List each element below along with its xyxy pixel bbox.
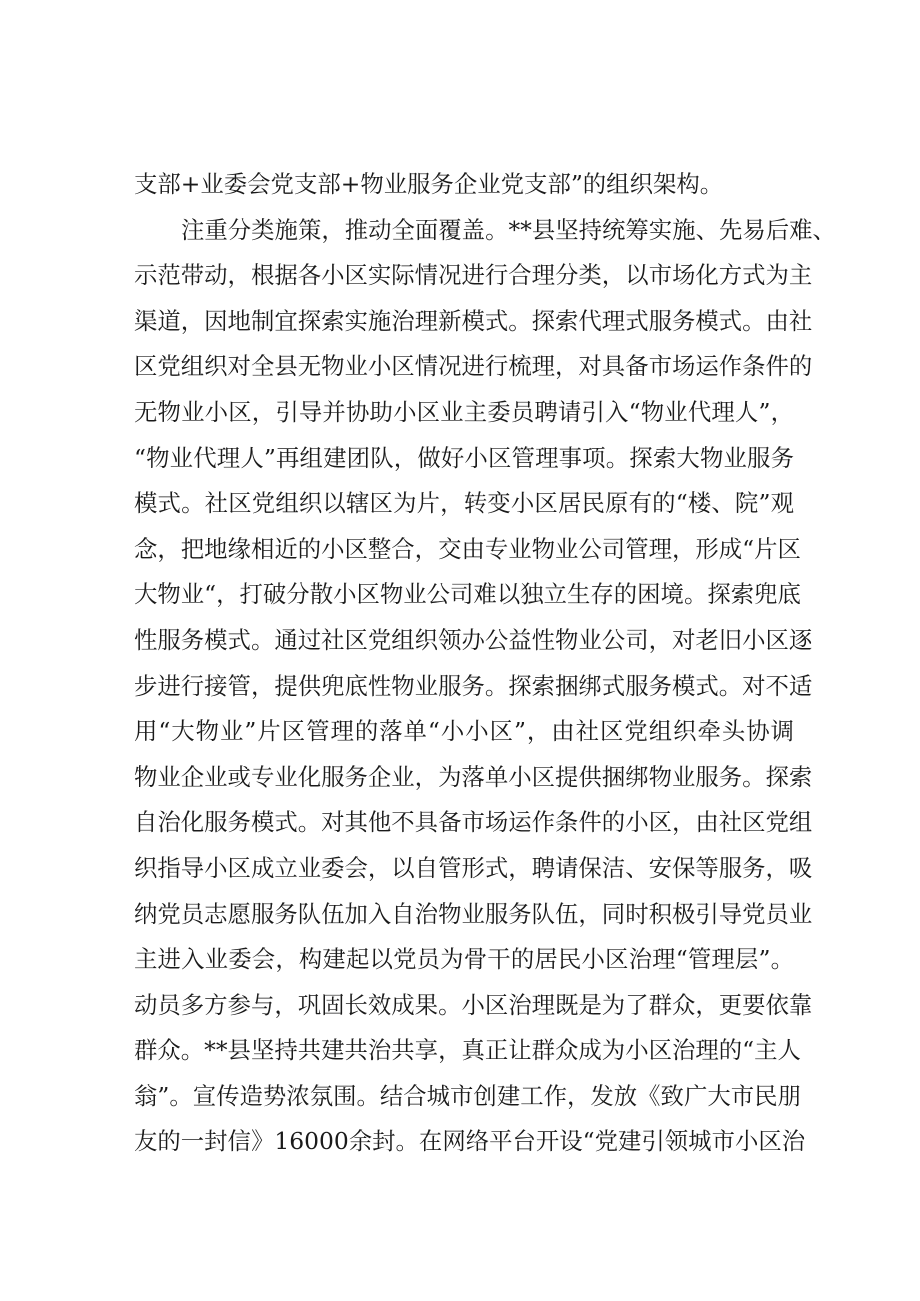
text-line: 主进入业委会，构建起以党员为骨干的居民小区治理“管理层”。 — [134, 945, 794, 974]
text-line: 群众。**县坚持共建共治共享，真正让群众成为小区治理的“主人 — [134, 1036, 801, 1065]
text-line: 自治化服务模式。对其他不具备市场运作条件的小区，由社区党组 — [134, 808, 813, 837]
text-line: 性服务模式。通过社区党组织领办公益性物业公司，对老旧小区逐 — [134, 625, 813, 654]
text-line: 支部+业委会党支部+物业服务企业党支部”的组织架构。 — [134, 170, 724, 198]
text-line: 渠道，因地制宜探索实施治理新模式。探索代理式服务模式。由社 — [134, 306, 813, 335]
text-line: 念，把地缘相近的小区整合，交由专业物业公司管理，形成“片区 — [134, 534, 801, 563]
text-line: 无物业小区，引导并协助小区业主委员聘请引入“物业代理人”， — [134, 397, 794, 426]
text-line: 动员多方参与，巩固长效成果。小区治理既是为了群众，更要依靠 — [134, 990, 813, 1019]
text-line: 模式。社区党组织以辖区为片，转变小区居民原有的“楼、院”观 — [134, 489, 794, 518]
text-line: 用“大物业”片区管理的落单“小小区”，由社区党组织牵头协调 — [134, 717, 794, 746]
text-line: 友的一封信》16000余封。在网络平台开设“党建引领城市小区治 — [134, 1127, 806, 1156]
text-line: 纳党员志愿服务队伍加入自治物业服务队伍，同时积极引导党员业 — [134, 899, 813, 928]
text-line: 织指导小区成立业委会，以自管形式，聘请保洁、安保等服务，吸 — [134, 853, 813, 882]
text-line: 物业企业或专业化服务企业，为落单小区提供捆绑物业服务。探索 — [134, 762, 813, 791]
text-line: “物业代理人”再组建团队，做好小区管理事项。探索大物业服务 — [134, 443, 794, 472]
text-line: 步进行接管，提供兜底性物业服务。探索捆绑式服务模式。对不适 — [134, 671, 813, 700]
text-line: 大物业“，打破分散小区物业公司难以独立生存的困境。探索兜底 — [134, 580, 801, 609]
document-body — [134, 162, 836, 1165]
text-line: 区党组织对全县无物业小区情况进行梳理，对具备市场运作条件的 — [134, 352, 813, 381]
text-line: 示范带动，根据各小区实际情况进行合理分类，以市场化方式为主 — [134, 261, 813, 290]
text-line: 注重分类施策，推动全面覆盖。**县坚持统筹实施、先易后难、 — [181, 215, 836, 244]
text-line: 翁”。宣传造势浓氛围。结合城市创建工作，发放《致广大市民朋 — [134, 1081, 801, 1110]
